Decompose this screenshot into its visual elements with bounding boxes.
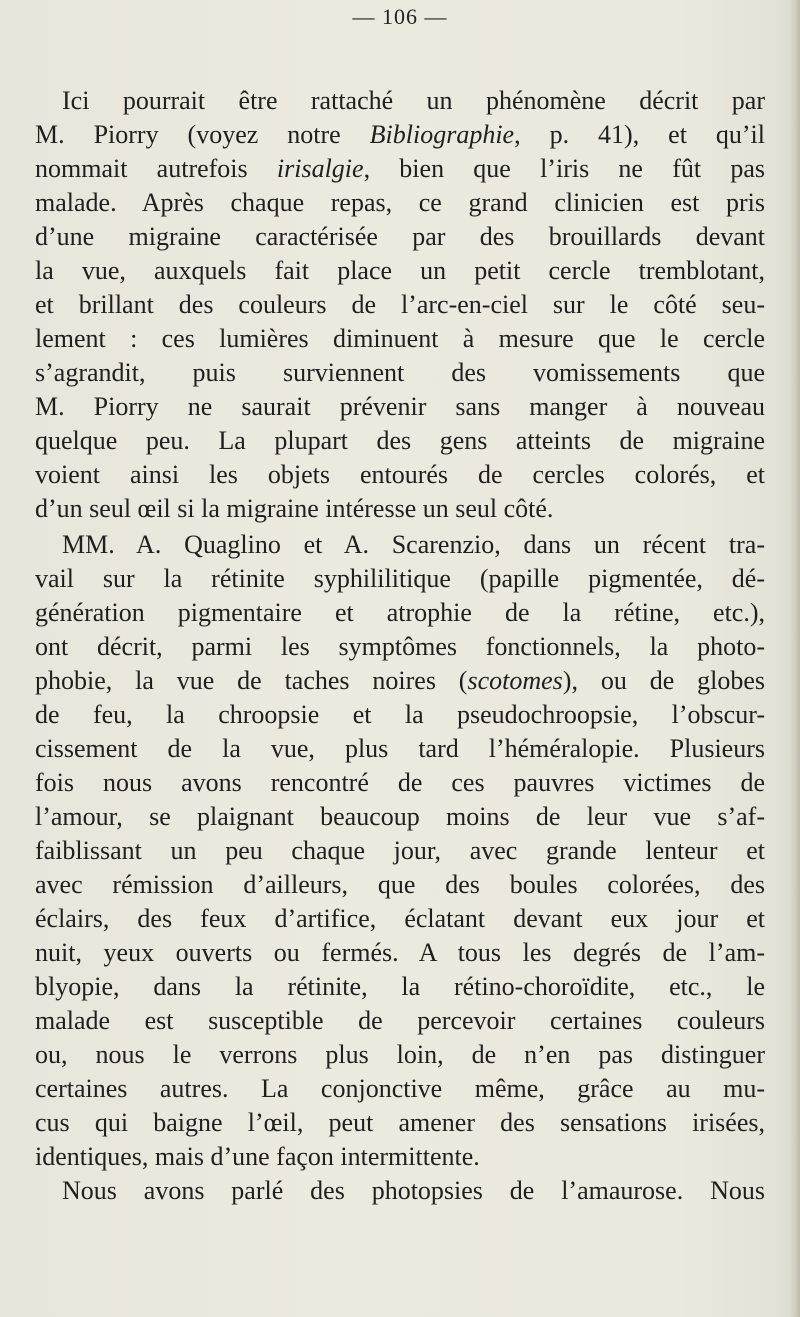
text-line: vail sur la rétinite syphililitique (papille pigmentée, dé-	[35, 564, 765, 593]
text-line: avec rémission d’ailleurs, que des boules colorées, des	[35, 870, 765, 899]
text-line: Ici pourrait être rattaché un phénomène décrit par	[62, 86, 765, 115]
text-line: cissement de la vue, plus tard l’héméralopie. Plusieurs	[35, 734, 765, 763]
page-number: — 106 —	[352, 4, 448, 29]
text-line: malade. Après chaque repas, ce grand clinicien est pris	[35, 188, 765, 217]
text-line: fois nous avons rencontré de ces pauvres victimes de	[35, 768, 765, 797]
text-line: l’amour, se plaignant beaucoup moins de leur vue s’af-	[35, 802, 765, 831]
text-line: M. Piorry ne saurait prévenir sans manger à nouveau	[35, 392, 765, 421]
italic-title: Bibliographie	[369, 120, 515, 149]
text-line: phobie, la vue de taches noires (scotomes), ou de globes	[35, 666, 765, 695]
text-line: d’un seul œil si la migraine intéresse un seul côté.	[35, 494, 554, 523]
italic-term: scotomes	[467, 666, 563, 695]
text-line: faiblissant un peu chaque jour, avec grande lenteur et	[35, 836, 765, 865]
italic-term: irisalgie	[276, 154, 364, 183]
text-line: blyopie, dans la rétinite, la rétino-choroïdite, etc., le	[35, 972, 765, 1001]
text-line: certaines autres. La conjonctive même, grâce au mu-	[35, 1074, 765, 1103]
text-line: voient ainsi les objets entourés de cercles colorés, et	[35, 460, 765, 489]
text-line: ou, nous le verrons plus loin, de n’en pas distinguer	[35, 1040, 765, 1069]
text-line: génération pigmentaire et atrophie de la rétine, etc.),	[35, 598, 765, 627]
text-line: ont décrit, parmi les symptômes fonctionnels, la photo-	[35, 632, 765, 661]
text-line: nuit, yeux ouverts ou fermés. A tous les degrés de l’am-	[35, 938, 765, 967]
text-line: cus qui baigne l’œil, peut amener des sensations irisées,	[35, 1108, 765, 1137]
text-line: malade est susceptible de percevoir certaines couleurs	[35, 1006, 765, 1035]
text-line: M. Piorry (voyez notre Bibliographie, p. 41), et qu’il	[35, 120, 765, 149]
text-line: et brillant des couleurs de l’arc-en-ciel sur le côté seu-	[35, 290, 765, 319]
text-line: lement : ces lumières diminuent à mesure que le cercle	[35, 324, 765, 353]
text-line: nommait autrefois irisalgie, bien que l’iris ne fût pas	[35, 154, 765, 183]
text-line: MM. A. Quaglino et A. Scarenzio, dans un récent tra-	[62, 530, 765, 559]
text-line: quelque peu. La plupart des gens atteints de migraine	[35, 426, 765, 455]
text-line: la vue, auxquels fait place un petit cercle tremblotant,	[35, 256, 765, 285]
text-line: s’agrandit, puis surviennent des vomissements que	[35, 358, 765, 387]
text-line: éclairs, des feux d’artifice, éclatant devant eux jour et	[35, 904, 765, 933]
text-line: d’une migraine caractérisée par des brouillards devant	[35, 222, 765, 251]
text-line: Nous avons parlé des photopsies de l’amaurose. Nous	[62, 1176, 765, 1205]
text-line: identiques, mais d’une façon intermittente.	[35, 1142, 480, 1171]
text-line: de feu, la chroopsie et la pseudochroopsie, l’obscur-	[35, 700, 765, 729]
